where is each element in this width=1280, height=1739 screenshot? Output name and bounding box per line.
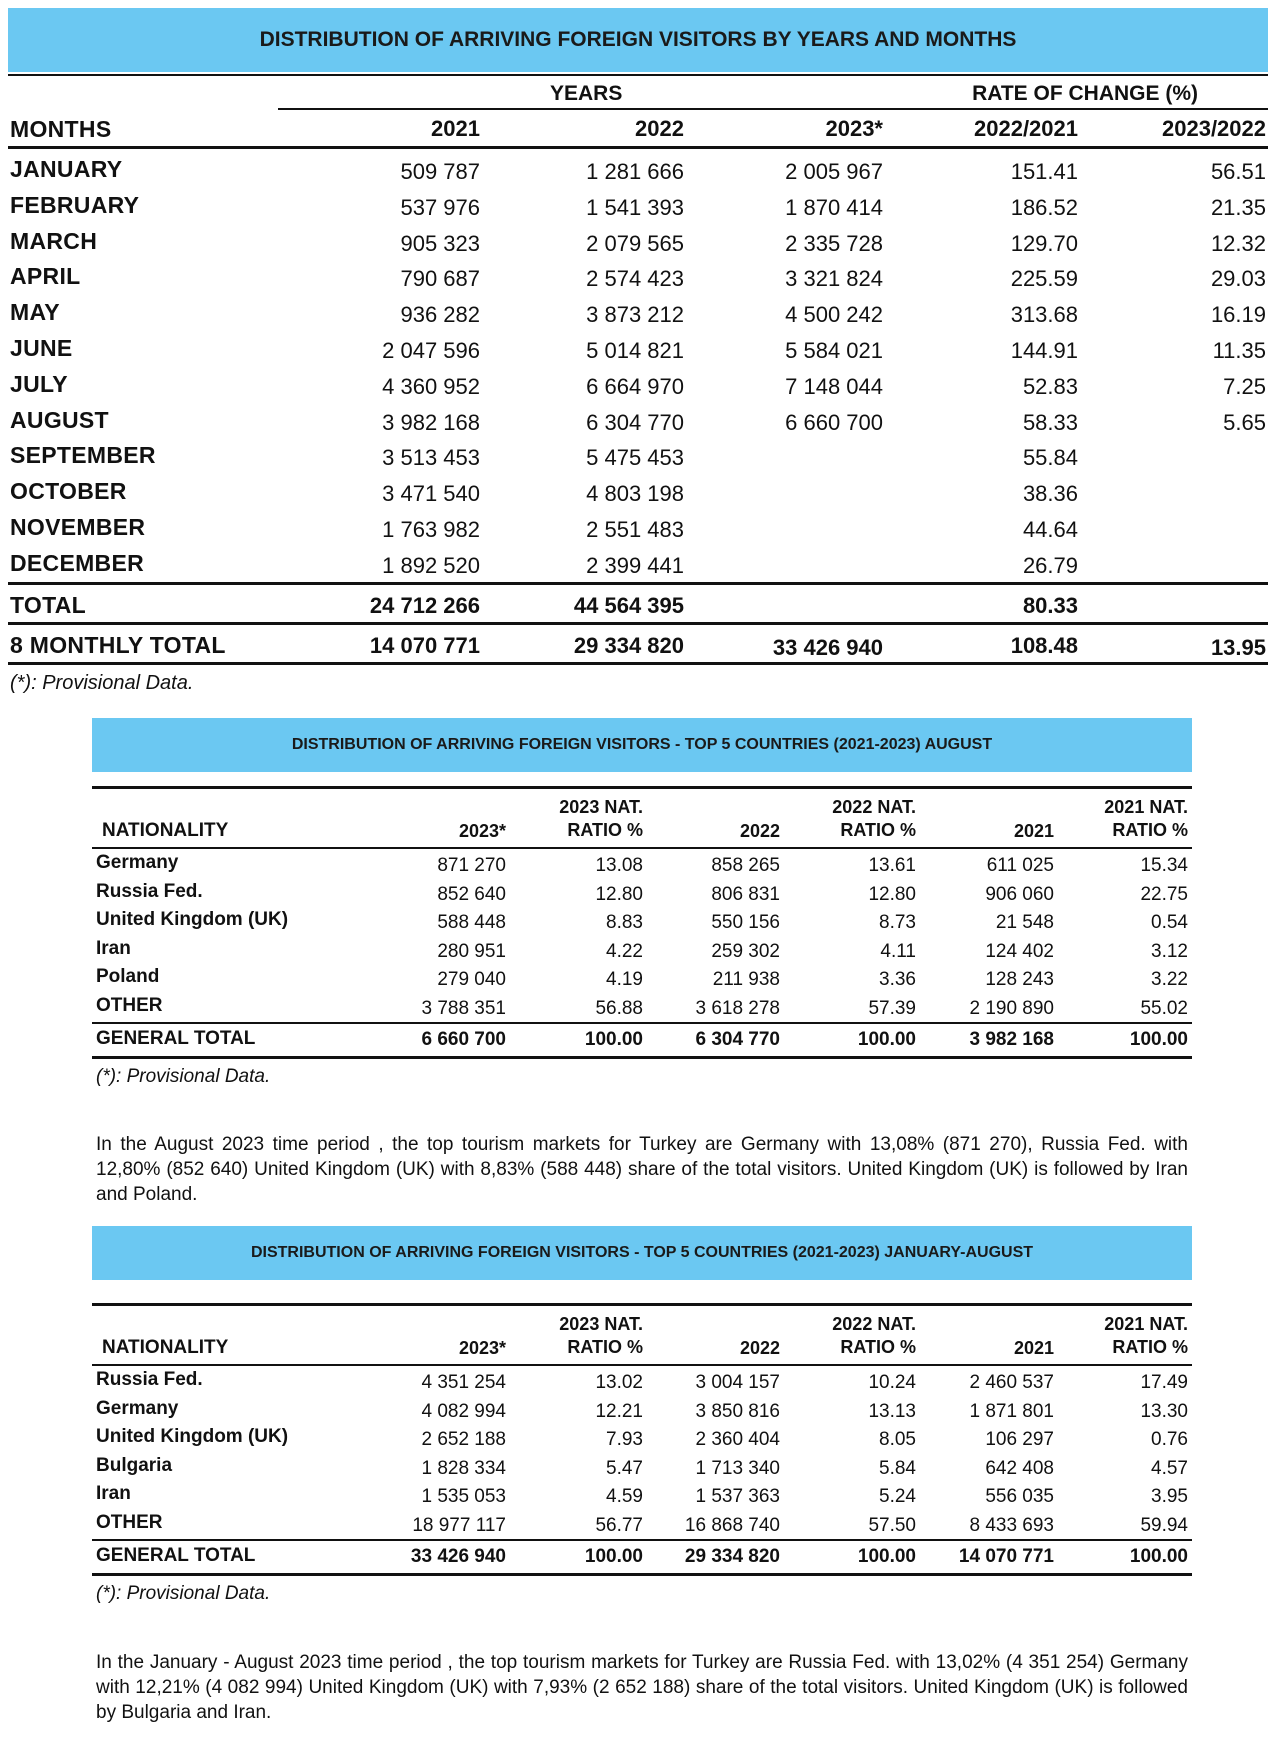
- country-name: United Kingdom (UK): [96, 909, 289, 931]
- cell: 100.00: [1129, 1546, 1188, 1567]
- cell-2022-2021: 313.68: [1010, 302, 1078, 328]
- cell-2022: 2 399 441: [586, 552, 684, 578]
- cell: 211 938: [712, 969, 780, 991]
- cell: 6 660 700: [421, 1029, 506, 1050]
- cell: 3.95: [1151, 1486, 1188, 1508]
- cell-2023: 3 321 824: [785, 266, 883, 292]
- cell-2023: 2 335 728: [785, 230, 883, 256]
- country-row: [92, 1483, 1192, 1512]
- rule: [92, 1303, 1192, 1306]
- cell-2022: 1 281 666: [586, 159, 684, 184]
- cell: 57.39: [868, 998, 916, 1019]
- month-row: [8, 154, 1268, 190]
- cell: 12.80: [868, 883, 916, 905]
- month-label: APRIL: [10, 263, 81, 290]
- country-row: [92, 1512, 1192, 1541]
- cell: 106 297: [985, 1429, 1054, 1451]
- country-row: [92, 1369, 1192, 1398]
- cell-2022-2021: 58.33: [1022, 409, 1078, 435]
- cell-2022: 2 574 423: [586, 266, 684, 292]
- cell: 13.13: [868, 1400, 916, 1422]
- cell: 550 156: [711, 912, 780, 934]
- cell: 556 035: [985, 1486, 1054, 1508]
- table3-title: DISTRIBUTION OF ARRIVING FOREIGN VISITORS - TOP 5 COUNTRIES (2021-2023) JANUARY-AUGUST: [250, 1244, 1034, 1261]
- cell: 8.05: [879, 1429, 916, 1451]
- cell: 3 618 278: [695, 998, 780, 1019]
- header-ratio: RATIO %: [567, 1337, 643, 1357]
- cell: 858 265: [711, 855, 780, 876]
- row-label: GENERAL TOTAL: [96, 1028, 256, 1049]
- cell: 59.94: [1140, 1515, 1188, 1536]
- country-name: OTHER: [96, 1512, 163, 1533]
- rule: [92, 847, 1192, 849]
- provisional-note: (*): Provisional Data.: [10, 672, 194, 694]
- cell-2023-2022: 7.25: [1223, 373, 1266, 399]
- month-label: MARCH: [10, 227, 98, 254]
- cell: 806 831: [711, 883, 780, 905]
- header-2021: 2021: [1013, 1338, 1054, 1358]
- cell: 100.00: [1129, 1029, 1188, 1050]
- table1-title-banner: [8, 8, 1268, 72]
- country-row: [92, 909, 1192, 938]
- cell: 3.36: [879, 969, 916, 991]
- cell: 0.54: [1151, 912, 1188, 934]
- cell: 906 060: [985, 883, 1054, 905]
- cell-2023: 5 584 021: [785, 338, 883, 363]
- cell: 3 982 168: [969, 1029, 1054, 1050]
- country-row: [92, 852, 1192, 881]
- cell-2022: 2 079 565: [586, 230, 684, 256]
- nationality-header: NATIONALITY: [102, 820, 229, 841]
- cell: 4.22: [606, 940, 643, 962]
- month-row: [8, 297, 1268, 333]
- country-name: Iran: [96, 1483, 131, 1505]
- cell-2021: 2 047 596: [382, 338, 480, 363]
- header-2021: 2021: [1013, 821, 1054, 841]
- cell-2021: 24 712 266: [369, 593, 480, 618]
- header-row: [8, 112, 1268, 148]
- cell-2021: 14 070 771: [369, 633, 480, 658]
- cell-2022: 29 334 820: [573, 633, 684, 658]
- cell: 8 433 693: [969, 1515, 1054, 1536]
- cell-2022: 1 541 393: [586, 194, 684, 220]
- header-2021-nat: 2021 NAT.: [1104, 1314, 1188, 1334]
- cell-2022: 5 475 453: [586, 445, 684, 471]
- cell-2022-2021: 144.91: [1010, 338, 1078, 363]
- cell: 12.21: [595, 1400, 643, 1422]
- cell-2022: 6 664 970: [586, 373, 684, 399]
- country-row: [92, 881, 1192, 910]
- cell-2021: 936 282: [400, 302, 480, 328]
- cell: 280 951: [437, 940, 506, 962]
- month-row: [8, 476, 1268, 512]
- country-name: Poland: [96, 966, 160, 988]
- row-label: GENERAL TOTAL: [96, 1545, 256, 1566]
- general-total-row: [92, 1026, 1192, 1055]
- header-ratio: RATIO %: [1112, 820, 1188, 840]
- cell: 1 828 334: [421, 1457, 506, 1479]
- rule: [92, 1539, 1192, 1541]
- table3-title-banner: [92, 1226, 1192, 1280]
- august-summary-paragraph: In the August 2023 time period , the top tourism markets for Turkey are Germany with 13,08% (871 270), Russia Fed. with 12,80% (852 640) United Kingdom (UK) with 8,83% (588 448) share of the total visitors. United Kingdom (UK) is followed by Iran and Poland.: [96, 1134, 1188, 1205]
- cell-2022-2021: 26.79: [1022, 552, 1078, 578]
- header-ratio: RATIO %: [840, 1337, 916, 1357]
- cell: 3 850 816: [695, 1400, 780, 1422]
- row-label: TOTAL: [10, 592, 87, 618]
- cell-2022: 3 873 212: [586, 302, 684, 328]
- country-row: [92, 1426, 1192, 1455]
- rule: [8, 146, 1268, 149]
- header-ratio: RATIO %: [840, 820, 916, 840]
- cell: 128 243: [985, 969, 1054, 991]
- month-row: [8, 369, 1268, 405]
- cell: 8.73: [879, 912, 916, 934]
- rule: [92, 1364, 1192, 1366]
- cell: 4 082 994: [421, 1400, 506, 1422]
- cell-2021: 4 360 952: [382, 373, 480, 399]
- cell: 21 548: [995, 912, 1054, 934]
- header-2023-2022: 2023/2022: [1162, 116, 1266, 141]
- cell-2023-2022: 29.03: [1210, 266, 1266, 292]
- country-row: [92, 995, 1192, 1024]
- cell: 5.84: [879, 1457, 916, 1479]
- cell-2021: 509 787: [400, 159, 480, 184]
- header-2022: 2022: [739, 1338, 780, 1358]
- cell: 4.11: [880, 940, 916, 962]
- cell-2023: 7 148 044: [785, 373, 883, 399]
- jan-aug-summary-paragraph: In the January - August 2023 time period , the top tourism markets for Turkey are Russia Fed. with 13,02% (4 351 254) Germany with 12,21% (4 082 994) United Kingdom (UK) with 7,93% (2 652 188) share of the total visitors. United Kingdom (UK) is followed by Bulgaria and Iran.: [96, 1652, 1188, 1723]
- cell-2022: 44 564 395: [573, 593, 684, 618]
- cell: 18 977 117: [412, 1515, 506, 1536]
- rule: [8, 622, 1268, 625]
- cell-2021: 537 976: [400, 194, 480, 220]
- header-2023-nat: 2023 NAT.: [559, 797, 643, 817]
- cell: 2 460 537: [969, 1372, 1054, 1393]
- month-label: JUNE: [10, 335, 73, 361]
- cell: 852 640: [437, 883, 506, 905]
- cell-2022-2021: 52.83: [1022, 373, 1078, 399]
- cell-2023-2022: 16.19: [1210, 302, 1266, 328]
- cell: 8.83: [606, 912, 643, 934]
- eight-month-total-row: [8, 628, 1268, 664]
- rule: [8, 582, 1268, 585]
- cell-2023-2022: 12.32: [1210, 230, 1266, 256]
- month-label: NOVEMBER: [10, 514, 146, 540]
- cell: 5.47: [606, 1457, 643, 1479]
- cell-2023-2022: 21.35: [1210, 194, 1266, 220]
- cell-2023-2022: 11.35: [1212, 338, 1266, 363]
- cell-2022-2021: 129.70: [1010, 230, 1078, 256]
- month-label: AUGUST: [10, 406, 109, 433]
- header-2023: 2023*: [825, 116, 883, 141]
- total-row: [8, 588, 1268, 624]
- cell: 4 351 254: [421, 1372, 506, 1393]
- country-name: United Kingdom (UK): [96, 1426, 289, 1448]
- month-row: [8, 440, 1268, 476]
- cell: 12.80: [595, 883, 643, 905]
- country-row: [92, 1455, 1192, 1484]
- cell-2023: 2 005 967: [785, 159, 883, 184]
- month-label: SEPTEMBER: [10, 442, 156, 469]
- cell: 3.12: [1151, 940, 1188, 962]
- cell: 33 426 940: [410, 1546, 506, 1567]
- month-label: OCTOBER: [10, 478, 127, 505]
- country-name: OTHER: [96, 995, 163, 1016]
- cell-2021: 3 471 540: [382, 481, 480, 507]
- country-name: Iran: [96, 937, 131, 959]
- cell: 100.00: [584, 1029, 643, 1050]
- rule: [8, 74, 1268, 76]
- month-label: DECEMBER: [10, 549, 145, 576]
- cell: 3.22: [1151, 969, 1188, 991]
- month-row: [8, 190, 1268, 226]
- general-total-row: [92, 1543, 1192, 1572]
- cell: 124 402: [985, 940, 1054, 962]
- cell: 4.59: [606, 1486, 643, 1508]
- country-name: Bulgaria: [96, 1454, 173, 1476]
- cell-2022-2021: 108.48: [1010, 633, 1078, 658]
- cell: 2 360 404: [695, 1429, 780, 1451]
- month-label: JANUARY: [10, 156, 123, 182]
- country-row: [92, 1398, 1192, 1427]
- cell: 13.02: [595, 1372, 643, 1393]
- cell-2023-2022: 13.95: [1210, 635, 1266, 660]
- rule: [92, 1022, 1192, 1024]
- month-row: [8, 405, 1268, 441]
- header-2023-nat: 2023 NAT.: [559, 1314, 643, 1334]
- country-name: Russia Fed.: [96, 880, 203, 902]
- cell-2023-2022: 5.65: [1223, 409, 1266, 435]
- rate-group-header: RATE OF CHANGE (%): [972, 82, 1198, 105]
- cell: 1 713 340: [695, 1457, 780, 1479]
- cell: 2 652 188: [421, 1429, 506, 1451]
- cell-2021: 1 892 520: [382, 552, 480, 578]
- cell: 2 190 890: [969, 998, 1054, 1019]
- cell-2022-2021: 80.33: [1022, 593, 1078, 618]
- cell-2023: 33 426 940: [772, 635, 883, 660]
- country-name: Russia Fed.: [96, 1369, 203, 1390]
- header-2023: 2023*: [458, 821, 506, 841]
- header-2022-nat: 2022 NAT.: [832, 797, 916, 817]
- month-row: [8, 512, 1268, 548]
- cell-2022-2021: 225.59: [1010, 266, 1078, 292]
- cell-2022: 4 803 198: [586, 481, 684, 507]
- cell: 14 070 771: [958, 1546, 1054, 1567]
- cell-2022-2021: 44.64: [1022, 517, 1078, 542]
- cell: 1 535 053: [421, 1486, 506, 1508]
- month-label: JULY: [10, 370, 68, 397]
- table1-title: DISTRIBUTION OF ARRIVING FOREIGN VISITORS BY YEARS AND MONTHS: [259, 28, 1017, 51]
- cell-2021: 1 763 982: [382, 517, 480, 542]
- cell: 4.19: [606, 969, 643, 991]
- cell: 17.49: [1140, 1372, 1188, 1393]
- header-2022-2021: 2022/2021: [974, 116, 1078, 141]
- header-ratio: RATIO %: [567, 820, 643, 840]
- cell: 10.24: [868, 1372, 916, 1393]
- cell: 279 040: [437, 969, 506, 991]
- cell-2023-2022: 56.51: [1210, 159, 1266, 184]
- cell-2022-2021: 186.52: [1010, 194, 1078, 220]
- cell: 7.93: [606, 1429, 643, 1451]
- cell-2023: 6 660 700: [785, 409, 883, 435]
- cell: 4.57: [1151, 1457, 1188, 1479]
- cell-2021: 905 323: [400, 230, 480, 256]
- cell: 55.02: [1140, 998, 1188, 1019]
- cell: 22.75: [1140, 883, 1188, 905]
- cell-2023: 1 870 414: [785, 194, 883, 220]
- cell: 56.88: [595, 998, 643, 1019]
- months-header: MONTHS: [10, 116, 112, 142]
- country-row: [92, 966, 1192, 995]
- cell: 611 025: [986, 855, 1054, 876]
- cell: 13.61: [868, 855, 916, 876]
- cell-2023: 4 500 242: [785, 302, 883, 328]
- cell: 259 302: [711, 940, 780, 962]
- provisional-note: (*): Provisional Data.: [96, 1066, 271, 1087]
- rule: [278, 108, 1268, 110]
- cell-2021: 790 687: [400, 266, 480, 292]
- provisional-note: (*): Provisional Data.: [96, 1583, 271, 1604]
- cell: 16 868 740: [684, 1515, 780, 1536]
- header-ratio: RATIO %: [1112, 1337, 1188, 1357]
- header-2022-nat: 2022 NAT.: [832, 1314, 916, 1334]
- cell: 15.34: [1140, 855, 1188, 876]
- cell: 100.00: [857, 1029, 916, 1050]
- cell: 6 304 770: [695, 1029, 780, 1050]
- cell-2022-2021: 55.84: [1022, 445, 1078, 471]
- header-2021: 2021: [431, 116, 480, 141]
- country-name: Germany: [96, 852, 179, 873]
- row-label: 8 MONTHLY TOTAL: [10, 632, 226, 658]
- cell: 642 408: [985, 1457, 1054, 1479]
- cell: 100.00: [857, 1546, 916, 1567]
- cell: 13.30: [1140, 1400, 1188, 1422]
- cell: 1 871 801: [969, 1400, 1054, 1422]
- header-2021-nat: 2021 NAT.: [1104, 797, 1188, 817]
- cell-2022: 6 304 770: [586, 409, 684, 435]
- cell: 3 004 157: [695, 1372, 780, 1393]
- table2-title-banner: [92, 718, 1192, 772]
- country-name: Germany: [96, 1397, 179, 1419]
- country-row: [92, 938, 1192, 967]
- cell-2021: 3 513 453: [382, 445, 480, 471]
- cell-2021: 3 982 168: [382, 409, 480, 435]
- rule: [8, 662, 1268, 665]
- cell: 871 270: [437, 855, 506, 876]
- cell: 13.08: [595, 855, 643, 876]
- header-2022: 2022: [739, 821, 780, 841]
- month-row: [8, 548, 1268, 584]
- cell-2022-2021: 38.36: [1022, 481, 1078, 507]
- cell: 56.77: [595, 1515, 643, 1536]
- years-group-header: YEARS: [550, 82, 623, 105]
- rule: [92, 1056, 1192, 1059]
- cell-2022: 5 014 821: [586, 338, 684, 363]
- cell: 588 448: [437, 912, 506, 934]
- cell: 57.50: [868, 1515, 916, 1536]
- month-row: [8, 261, 1268, 297]
- header-2022: 2022: [635, 116, 684, 141]
- month-label: MAY: [10, 299, 60, 326]
- cell-2022-2021: 151.41: [1010, 159, 1078, 184]
- cell: 100.00: [584, 1546, 643, 1567]
- rule: [92, 786, 1192, 789]
- month-label: FEBRUARY: [10, 191, 140, 218]
- header-2023: 2023*: [458, 1338, 506, 1358]
- cell: 3 788 351: [421, 998, 506, 1019]
- month-row: [8, 226, 1268, 262]
- nationality-header: NATIONALITY: [102, 1337, 229, 1358]
- cell: 5.24: [879, 1486, 916, 1508]
- month-row: [8, 333, 1268, 369]
- cell: 1 537 363: [695, 1486, 780, 1508]
- cell: 29 334 820: [684, 1546, 780, 1567]
- rule: [92, 1573, 1192, 1576]
- cell-2022: 2 551 483: [586, 517, 684, 542]
- cell: 0.76: [1151, 1429, 1188, 1451]
- table2-title: DISTRIBUTION OF ARRIVING FOREIGN VISITORS - TOP 5 COUNTRIES (2021-2023) AUGUST: [291, 736, 993, 753]
